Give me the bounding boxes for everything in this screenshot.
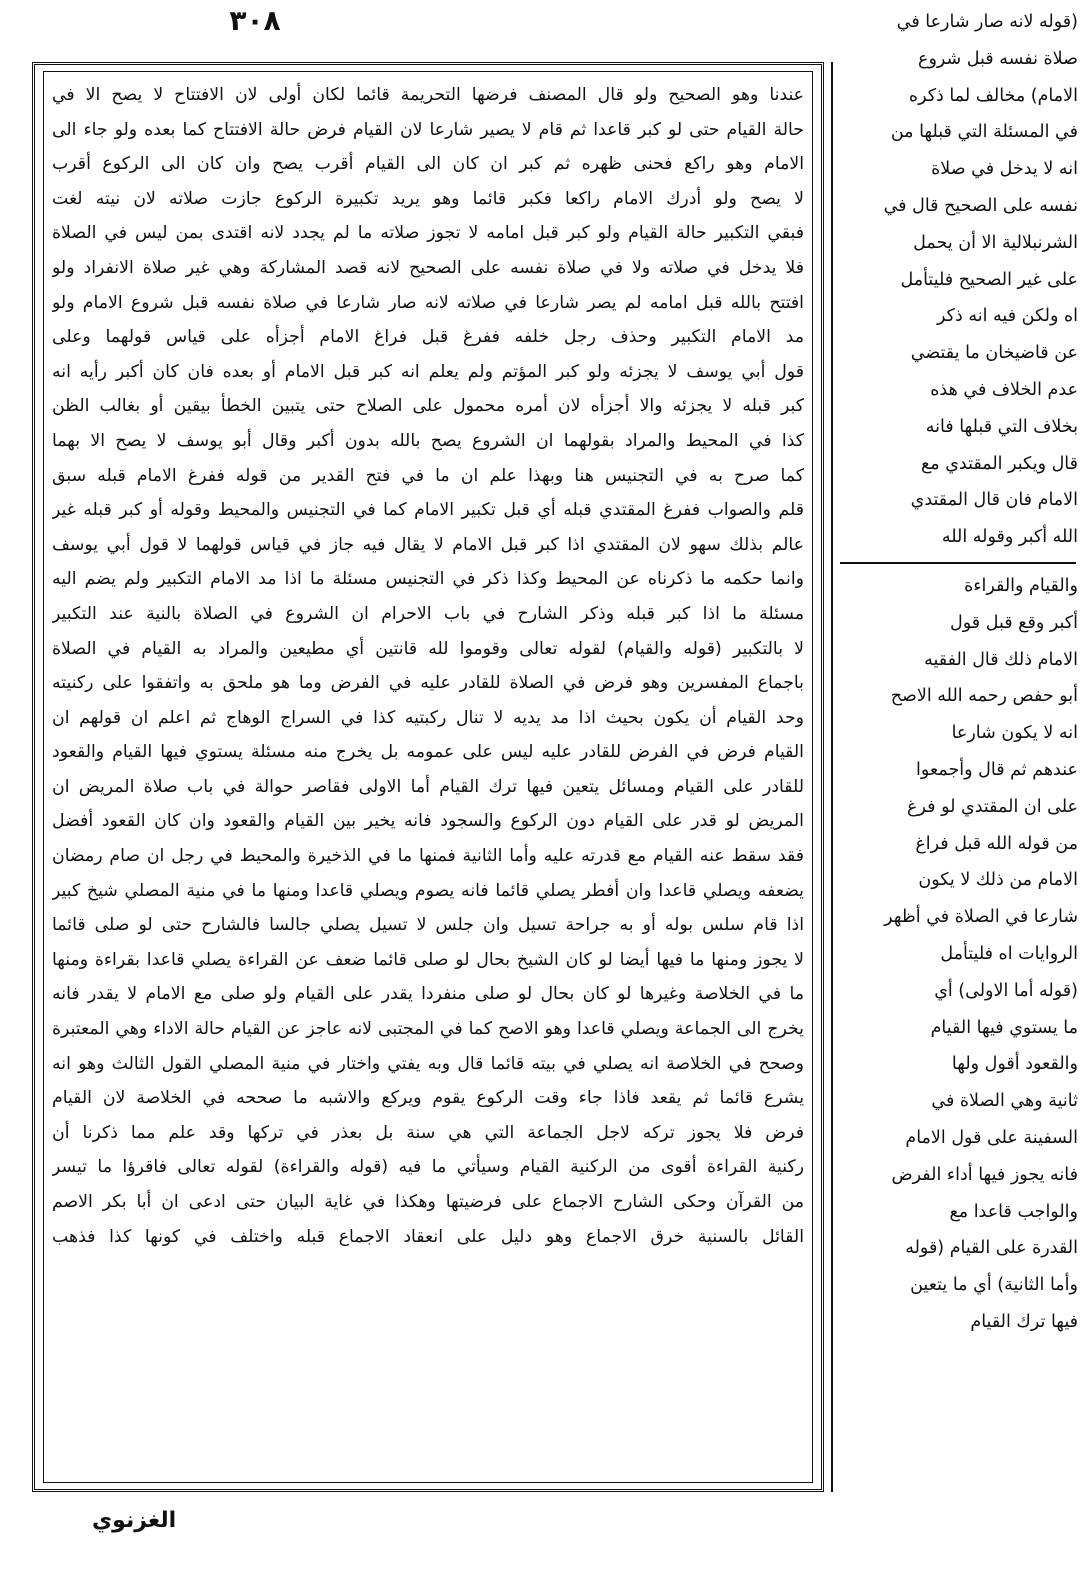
main-text-line: مد الامام التكبير وحذف رجل خلفه ففرغ قبل فراغ الامام أجزأه على قياس قولهما وعلى	[52, 327, 804, 348]
margin-line: الامام فان قال المقتدي	[910, 490, 1078, 511]
margin-line: على ان المقتدي لو فرغ	[907, 796, 1078, 817]
margin-line: من قوله الله قبل فراغ	[915, 833, 1078, 854]
main-text-line: يضعفه ويصلي قاعدا وان أفطر يصلي قائما فانه يصوم ويصلي قاعدا ومنها ما في منية المصلي شيخ كبير	[52, 880, 804, 901]
main-text-line: لا يصح ولو أدرك الامام راكعا فكبر قائما وهو يريد تكبيرة الركوع جازت صلاته لان نيته لغت	[52, 188, 804, 209]
margin-line: عن قاضيخان ما يقتضي	[910, 343, 1078, 364]
footer-catchword: الغزنوي	[92, 1508, 177, 1533]
main-text-line: لا يجوز ومنها ما فيها أيضا لو كان الشيخ بحال لو صلى قائما ضعف عن القراءة يصلي قاعدا بقراءة ومنها	[52, 949, 804, 970]
margin-line: وأما الثانية) أي ما يتعين	[910, 1275, 1078, 1296]
margin-line: والقعود أقول ولها	[951, 1054, 1078, 1075]
margin-line: أبو حفص رحمه الله الاصح	[890, 686, 1078, 707]
margin-line: عندهم ثم قال وأجمعوا	[916, 759, 1078, 780]
margin-line: الله أكبر وقوله الله	[941, 527, 1078, 548]
margin-line: في المسئلة التي قبلها من	[890, 122, 1078, 143]
main-text-line: اذا قام سلس بوله أو به جراحة تسيل وان جلس لا تسيل يصلي جالسا فالشارح حتى لو صلى قائما	[52, 915, 804, 936]
margin-line: السفينة على قول الامام	[905, 1127, 1078, 1148]
margin-note-group-1	[838, 4, 1078, 556]
main-text-block	[43, 71, 813, 1483]
margin-line: والقيام والقراءة	[964, 575, 1078, 596]
margin-line: قال ويكبر المقتدي مع	[920, 453, 1078, 474]
main-text-line: من القرآن وحكى الشارح الاجماع على فرضيتها وهكذا في غاية البيان حتى ادعى ان أبا بكر الاصم	[52, 1192, 804, 1212]
main-text-line: فرض فلا يجوز تركه لاجل الجماعة التي هي سنة بل بعذر في تركها وقد علم مما ذكرنا أن	[52, 1122, 804, 1143]
main-text-line: وصحح في الخلاصة انه يصلي في بيته قائما قال وبه يفتي واختار في منية المصلي القول الثالث وهو انه	[52, 1053, 804, 1074]
margin-line: أكبر وقع قبل قول	[950, 612, 1078, 633]
main-text-line: يشرع قائما ثم يقعد فاذا جاء وقت الركوع يقوم ويركع والاشبه ما صححه في الخلاصة لان القيام	[52, 1088, 804, 1109]
main-text-line: فلا يدخل في صلاته ولا في صلاة نفسه على الصحيح لانه قصد المشاركة وهي غير صلاة الانفراد ولو	[52, 257, 804, 278]
margin-line: ما يستوي فيها القيام	[930, 1017, 1078, 1038]
margin-line: بخلاف التي قبلها فانه	[925, 416, 1078, 437]
main-text-line: المريض لو قدر على القيام دون الركوع والسجود فانه يخير بين القيام والقعود وان كان القعود أفضل	[52, 811, 804, 832]
main-text-line: القائل بالسنية خرق الاجماع وهو دليل على انعقاد الاجماع قبله واختلف في كونها كذا فذهب	[52, 1226, 804, 1247]
margin-line: انه لا يكون شارعا	[951, 723, 1078, 744]
margin-line: اه ولكن فيه انه ذكر	[937, 306, 1078, 327]
main-text-line: افتتح بالله قبل امامه لم يصر شارعا في صلاته لانه صار شارعا في صلاة نفسه قبل شروع الامام ولو	[52, 292, 804, 313]
main-text-line: حالة القيام حتى لو كبر قاعدا ثم قام لا يصير شارعا لان القيام فرض حالة الافتتاح كما بعده ولو جاء الى	[52, 119, 804, 140]
main-text-line: باجماع المفسرين وهو فرض في الصلاة للقادر عليه في الفرض وما هو ملحق به واتفقوا على ركنيته	[52, 673, 804, 694]
main-text-line: لا بالتكبير (قوله والقيام) لقوله تعالى وقوموا لله قانتين أي مطيعين والمراد به القيام في الصلاة	[52, 638, 804, 659]
main-text-line: فبقي التكبير حالة القيام ولو كبر قبل امامه لا تجوز صلاته ما لم يجدد لانه اقتدى بمن ليس في الصلاة	[52, 223, 804, 244]
main-text-line: وانما حكمه ما ذكرناه عن المحيط وكذا ذكر في التجنيس مسئلة ما اذا مد الامام التكبير ولم يضم اليه	[52, 569, 804, 590]
margin-line: على غير الصحيح فليتأمل	[900, 269, 1078, 290]
main-text-line: يخرج الى الجماعة ويصلي قاعدا وهو الاصح كما في المجتبى لانه عاجز عن القيام حالة الاداء وهي المعتبرة	[52, 1019, 804, 1040]
main-text-line: الامام وهو راكع فحنى ظهره ثم كبر ان كان الى القيام أقرب يصح وان كان الى الركوع أقرب	[52, 154, 804, 175]
margin-line: شارعا في الصلاة في أظهر	[884, 907, 1078, 928]
main-text-line: للقادر على القيام ومسائل يتعين فيها ترك القيام أما الاولى فقاصر حوالة في باب صلاة المريض ان	[52, 776, 804, 797]
margin-note-group-2	[838, 568, 1078, 1341]
margin-line: الامام ذلك قال الفقيه	[924, 649, 1078, 670]
main-text-line: كبر قبله لا يجزئه والا أجزأه لان أمره محمول على الصلاح حتى يتبين الخطأ بيقين أو بغالب الظن	[52, 396, 804, 417]
main-text-line: عالم بذلك سهو لان المقتدي اذا كبر قبل الامام لا يقال فيه جاز في قياس قولهما لا قول أبي يوسف	[52, 534, 804, 555]
main-text-line: ما في الخلاصة وغيرها لو كان بحال لو صلى منفردا يقدر على القيام ولو صلى مع الامام لا يقدر فانه	[52, 984, 804, 1005]
margin-line: عدم الخلاف في هذه	[930, 379, 1078, 400]
margin-line: الامام من ذلك لا يكون	[918, 870, 1078, 891]
margin-line: الروايات اه فليتأمل	[940, 943, 1078, 964]
margin-line: الشرنبلالية الا أن يحمل	[913, 232, 1078, 253]
margin-separator-rule	[840, 562, 1076, 564]
page-number: ٣٠٨	[229, 4, 281, 37]
margin-line: صلاة نفسه قبل شروع	[918, 48, 1078, 69]
main-text-line: عندنا وهو الصحيح ولو قال المصنف فرضها التحريمة قائما لكان أولى لان الافتتاح لا يصح الا في	[52, 85, 804, 105]
margin-line: القدرة على القيام (قوله	[905, 1238, 1078, 1259]
main-text-line: فقد سقط عنه القيام مع قدرته عليه وأما الثانية فمنها ما في الذخيرة والمحيط في رجل ان صام رمضان	[52, 846, 804, 867]
main-text-line: ركنية القراءة أقوى من الركنية القيام وسيأتي ما فيه (قوله والقراءة) لقوله تعالى فاقرؤا ما تيسر	[52, 1157, 804, 1178]
main-text-line: قلم والصواب ففرغ المقتدي قبله أي قبل تكبير الامام كما في التجنيس والمحيط وقوله أو كبر قبله غير	[52, 500, 804, 521]
margin-line: (قوله أما الاولى) أي	[934, 980, 1078, 1001]
main-text-line: كذا في المحيط والمراد بقولهما ان الشروع يصح بالله بدون أكبر وقال أبو يوسف لا يصح الا بهما	[52, 430, 804, 451]
main-text-line: كما صرح به في التجنيس هنا وبهذا علم ان ما في فتح القدير من قوله ففرغ الامام قبله سبق	[52, 465, 804, 486]
margin-line: (قوله لانه صار شارعا في	[896, 12, 1078, 32]
margin-line: نفسه على الصحيح قال في	[883, 195, 1078, 216]
main-text-line: القيام فرض في الفرض للقادر عليه ليس على عمومه بل يخرج منه مسئلة يستوي فيها القيام والقعود	[52, 742, 804, 763]
column-divider	[831, 62, 833, 1492]
margin-line: فيها ترك القيام	[970, 1311, 1078, 1332]
margin-line: والواجب قاعدا مع	[949, 1201, 1078, 1222]
main-text-line: مسئلة ما اذا كبر قبله وذكر الشارح في باب الاحرام ان الشروع في الصلاة بالنية عند التكبير	[52, 603, 804, 624]
margin-commentary	[838, 4, 1078, 1494]
margin-line: ثانية وهي الصلاة في	[931, 1091, 1078, 1112]
margin-line: الامام) مخالف لما ذكره	[908, 85, 1078, 106]
margin-line: انه لا يدخل في صلاة	[931, 159, 1078, 180]
main-text-line: قول أبي يوسف لا يجزئه ولو كبر المؤتم ولم يعلم انه كبر قبل الامام أو بعده فان كان أكبر رأيه انه	[52, 361, 804, 382]
main-text-line: وحد القيام أن يكون بحيث اذا مد يديه لا تنال ركبتيه كذا في السراج الوهاج ثم اعلم ان قولهم ان	[52, 707, 804, 728]
main-text-frame	[32, 62, 824, 1492]
margin-line: فانه يجوز فيها أداء الفرض	[891, 1164, 1078, 1185]
